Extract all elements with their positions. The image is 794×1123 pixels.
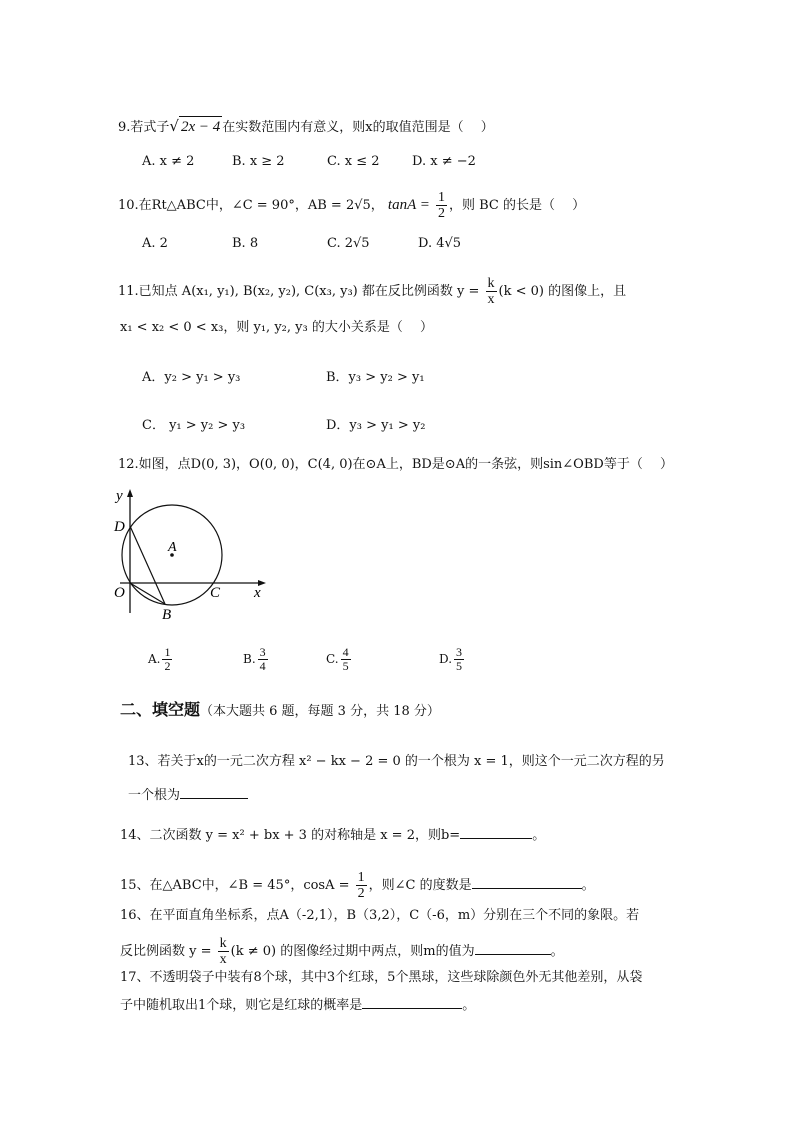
q13-line1: 13、若关于x的一元二次方程 x² − kx − 2 = 0 的一个根为 x = 1，则这个一元二次方程的另 xyxy=(128,754,665,769)
q13-line2: 一个根为 xyxy=(128,784,248,806)
q13-answer-blank[interactable] xyxy=(180,784,248,799)
section-title xyxy=(120,700,440,722)
q12-option-b: B. $\frac{3}{4}$ xyxy=(243,645,266,673)
q14-answer-blank[interactable] xyxy=(460,824,532,839)
q10-option-d: D. 4√5 xyxy=(418,236,462,251)
q9-stem xyxy=(118,116,494,138)
q17-line2: 子中随机取出1个球，则它是红球的概率是 。 xyxy=(120,994,475,1016)
label-c: C xyxy=(210,585,221,601)
q16-fraction: $\frac{k}{x}$ xyxy=(219,936,227,967)
q10-tan: tanA = xyxy=(387,197,430,213)
q9-stem-b: 在实数范围内有意义，则x的取值范围是（ ） xyxy=(222,120,494,135)
q11-fraction: $\frac{k}{x}$ xyxy=(487,276,495,307)
label-x: x xyxy=(254,585,261,601)
q15-line: 15、在△ABC中，∠B = 45°，cosA = $\frac{1}{2}$ ，则∠C 的度数是 。 xyxy=(120,870,595,901)
q10-fraction: $\frac{1}{2}$ xyxy=(438,190,445,221)
y-axis-arrow-icon xyxy=(127,489,133,497)
q10-option-b: B. 8 xyxy=(232,236,259,251)
q12-option-a: A. $\frac{1}{2}$ xyxy=(148,645,171,673)
q16-line1: 16、在平面直角坐标系，点A（-2,1），B（3,2），C（-6，m）分别在三个不同的象限。若 xyxy=(120,908,640,923)
label-o: O xyxy=(114,585,125,601)
label-y: y xyxy=(116,488,123,504)
label-b: B xyxy=(162,607,172,623)
q12-option-c: C. $\frac{4}{5}$ xyxy=(326,645,349,673)
q11-stem-a: 11.已知点 A(x₁, y₁), B(x₂, y₂), C(x₃, y₃) 都在反比例函数 y = xyxy=(118,284,480,299)
q11-line2: x₁ < x₂ < 0 < x₃，则 y₁, y₂, y₃ 的大小关系是（ ） xyxy=(120,320,433,335)
q17-line1: 17、不透明袋子中装有8个球，其中3个红球，5个黑球，这些球除颜色外无其他差别，从袋 xyxy=(120,970,643,985)
q11-option-c: C． y₁ > y₂ > y₃ xyxy=(142,418,246,433)
q10-option-a: A. 2 xyxy=(142,236,168,251)
q10-stem-b: ，则 BC 的长是（ ） xyxy=(449,198,586,213)
q9-radicand: 2x − 4 xyxy=(179,116,222,137)
label-d: D xyxy=(114,519,125,535)
q10-stem xyxy=(118,190,585,221)
section-title-text: 二、填空题 xyxy=(120,700,201,719)
q10-stem-a: 10.在Rt△ABC中，∠C = 90°，AB = 2√5， xyxy=(118,198,384,213)
q9-option-b: B. x ≥ 2 xyxy=(232,154,285,169)
q11-option-a: A．y₂ > y₁ > y₃ xyxy=(142,370,241,385)
q16-line2: 反比例函数 y = $\frac{k}{x}$ (k ≠ 0) 的图像经过期中两点，则m的值为 。 xyxy=(120,936,564,967)
q15-answer-blank[interactable] xyxy=(472,874,582,889)
q15-fraction: $\frac{1}{2}$ xyxy=(357,870,365,901)
q11-stem-b: (k < 0) 的图像上，且 xyxy=(498,284,627,299)
section-note: （本大题共 6 题，每题 3 分，共 18 分） xyxy=(200,704,440,719)
q9-stem-a: 9.若式子 xyxy=(118,120,170,135)
q12-stem: 12.如图，点D(0, 3)，O(0, 0)，C(4, 0)在⊙A上，BD是⊙A的一条弦，则sin∠OBD等于（ ） xyxy=(118,457,673,472)
q11-stem xyxy=(118,276,626,307)
q9-option-c: C. x ≤ 2 xyxy=(327,154,380,169)
radical-sign: √ xyxy=(169,117,179,135)
q10-option-c: C. 2√5 xyxy=(327,236,370,251)
q9-option-d: D. x ≠ −2 xyxy=(412,154,476,169)
q12-option-d: D. $\frac{3}{5}$ xyxy=(439,645,463,673)
q11-option-b: B．y₃ > y₂ > y₁ xyxy=(326,370,425,385)
q17-answer-blank[interactable] xyxy=(362,994,462,1009)
q11-option-d: D．y₃ > y₁ > y₂ xyxy=(326,418,426,433)
q9-option-a: A. x ≠ 2 xyxy=(142,154,195,169)
chord-bd xyxy=(130,526,165,604)
q16-answer-blank[interactable] xyxy=(475,940,551,955)
q12-figure xyxy=(108,485,278,625)
label-a: A xyxy=(168,540,177,555)
q14-line: 14、二次函数 y = x² + bx + 3 的对称轴是 x = 2，则b= 。 xyxy=(120,824,545,846)
